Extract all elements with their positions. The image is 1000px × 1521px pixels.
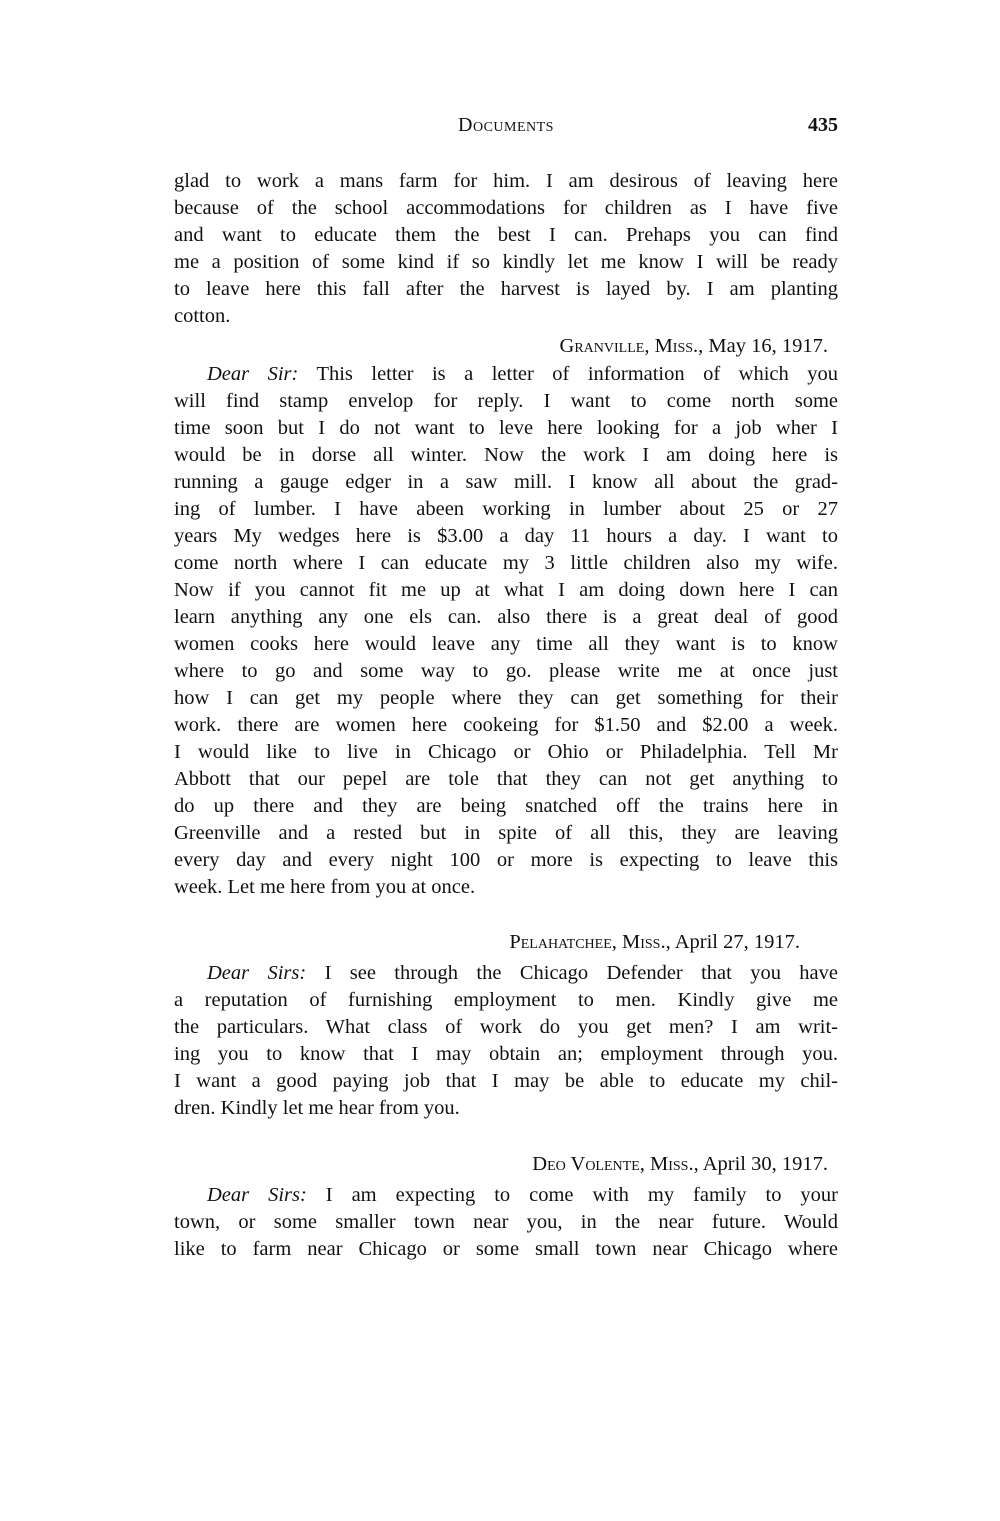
- text-line: because of the school accommodations for children as I have five: [174, 197, 838, 219]
- text-line: I want a good paying job that I may be able to educate my chil-: [174, 1070, 838, 1092]
- text-line: work. there are women here cookeing for $1.50 and $2.00 a week.: [174, 714, 838, 736]
- letter-body: [174, 1182, 838, 1263]
- text-line: and want to educate them the best I can. Prehaps you can find: [174, 224, 838, 246]
- text-line: week. Let me here from you at once.: [174, 876, 476, 898]
- text-line: ing of lumber. I have abeen working in lumber about 25 or 27: [174, 498, 838, 520]
- text-line: time soon but I do not want to leve here looking for a job wher I: [174, 417, 838, 439]
- text-line: the particulars. What class of work do you get men? I am writ-: [174, 1016, 838, 1038]
- letter-body: [174, 960, 838, 1122]
- letter-opening-line: [174, 960, 838, 987]
- letter-dateline: [509, 929, 800, 956]
- letter-place: Pelahatchee, Miss.,: [509, 931, 671, 953]
- page-number: 435: [808, 114, 838, 136]
- text-line: This letter is a letter of information of which you: [298, 363, 838, 385]
- salutation: Dear Sirs:: [207, 962, 307, 984]
- text-line: would be in dorse all winter. Now the work I am doing here is: [174, 444, 838, 466]
- text-line: cotton.: [174, 305, 231, 327]
- letter-dateline: [560, 333, 828, 360]
- letter-date: May 16, 1917.: [703, 335, 828, 357]
- text-line: running a gauge edger in a saw mill. I know all about the grad-: [174, 471, 838, 493]
- text-line: glad to work a mans farm for him. I am desirous of leaving here: [174, 170, 838, 192]
- letter-place: Deo Volente, Miss.,: [532, 1153, 699, 1175]
- text-line: I am expecting to come with my family to your: [306, 1184, 839, 1206]
- text-line: how I can get my people where they can get something for their: [174, 687, 838, 709]
- text-line: I see through the Chicago Defender that you have: [306, 962, 839, 984]
- text-line: learn anything any one els can. also there is a great deal of good: [174, 606, 838, 628]
- letter-date: April 30, 1917.: [698, 1153, 828, 1175]
- running-title: Documents: [458, 114, 554, 136]
- salutation: Dear Sirs:: [207, 1184, 307, 1206]
- text-line: Now if you cannot fit me up at what I am doing down here I can: [174, 579, 838, 601]
- text-line: town, or some smaller town near you, in the near future. Would: [174, 1211, 838, 1233]
- text-line: years My wedges here is $3.00 a day 11 hours a day. I want to: [174, 525, 838, 547]
- text-line: I would like to live in Chicago or Ohio or Philadelphia. Tell Mr: [174, 741, 838, 763]
- letter-place: Granville, Miss.,: [559, 335, 704, 357]
- text-line: dren. Kindly let me hear from you.: [174, 1097, 460, 1119]
- text-line: Greenville and a rested but in spite of all this, they are leaving: [174, 822, 838, 844]
- text-line: ing you to know that I may obtain an; employment through you.: [174, 1043, 838, 1065]
- text-line: will find stamp envelop for reply. I want to come north some: [174, 390, 838, 412]
- continuation-text: [174, 168, 838, 330]
- text-line: come north where I can educate my 3 little children also my wife.: [174, 552, 838, 574]
- text-line: every day and every night 100 or more is expecting to leave this: [174, 849, 838, 871]
- text-line: like to farm near Chicago or some small town near Chicago where: [174, 1238, 838, 1260]
- letter-body: [174, 361, 838, 901]
- text-line: to leave here this fall after the harvest is layed by. I am planting: [174, 278, 838, 300]
- salutation: Dear Sir:: [207, 363, 299, 385]
- letter-opening-line: [174, 361, 838, 388]
- text-line: women cooks here would leave any time all they want is to know: [174, 633, 838, 655]
- text-line: Abbott that our pepel are tole that they can not get anything to: [174, 768, 838, 790]
- running-head: [174, 114, 838, 142]
- letter-opening-line: [174, 1182, 838, 1209]
- text-line: me a position of some kind if so kindly let me know I will be ready: [174, 251, 838, 273]
- text-line: where to go and some way to go. please write me at once just: [174, 660, 838, 682]
- text-line: a reputation of furnishing employment to men. Kindly give me: [174, 989, 838, 1011]
- text-line: do up there and they are being snatched off the trains here in: [174, 795, 838, 817]
- letter-date: April 27, 1917.: [670, 931, 800, 953]
- letter-dateline: [532, 1151, 828, 1178]
